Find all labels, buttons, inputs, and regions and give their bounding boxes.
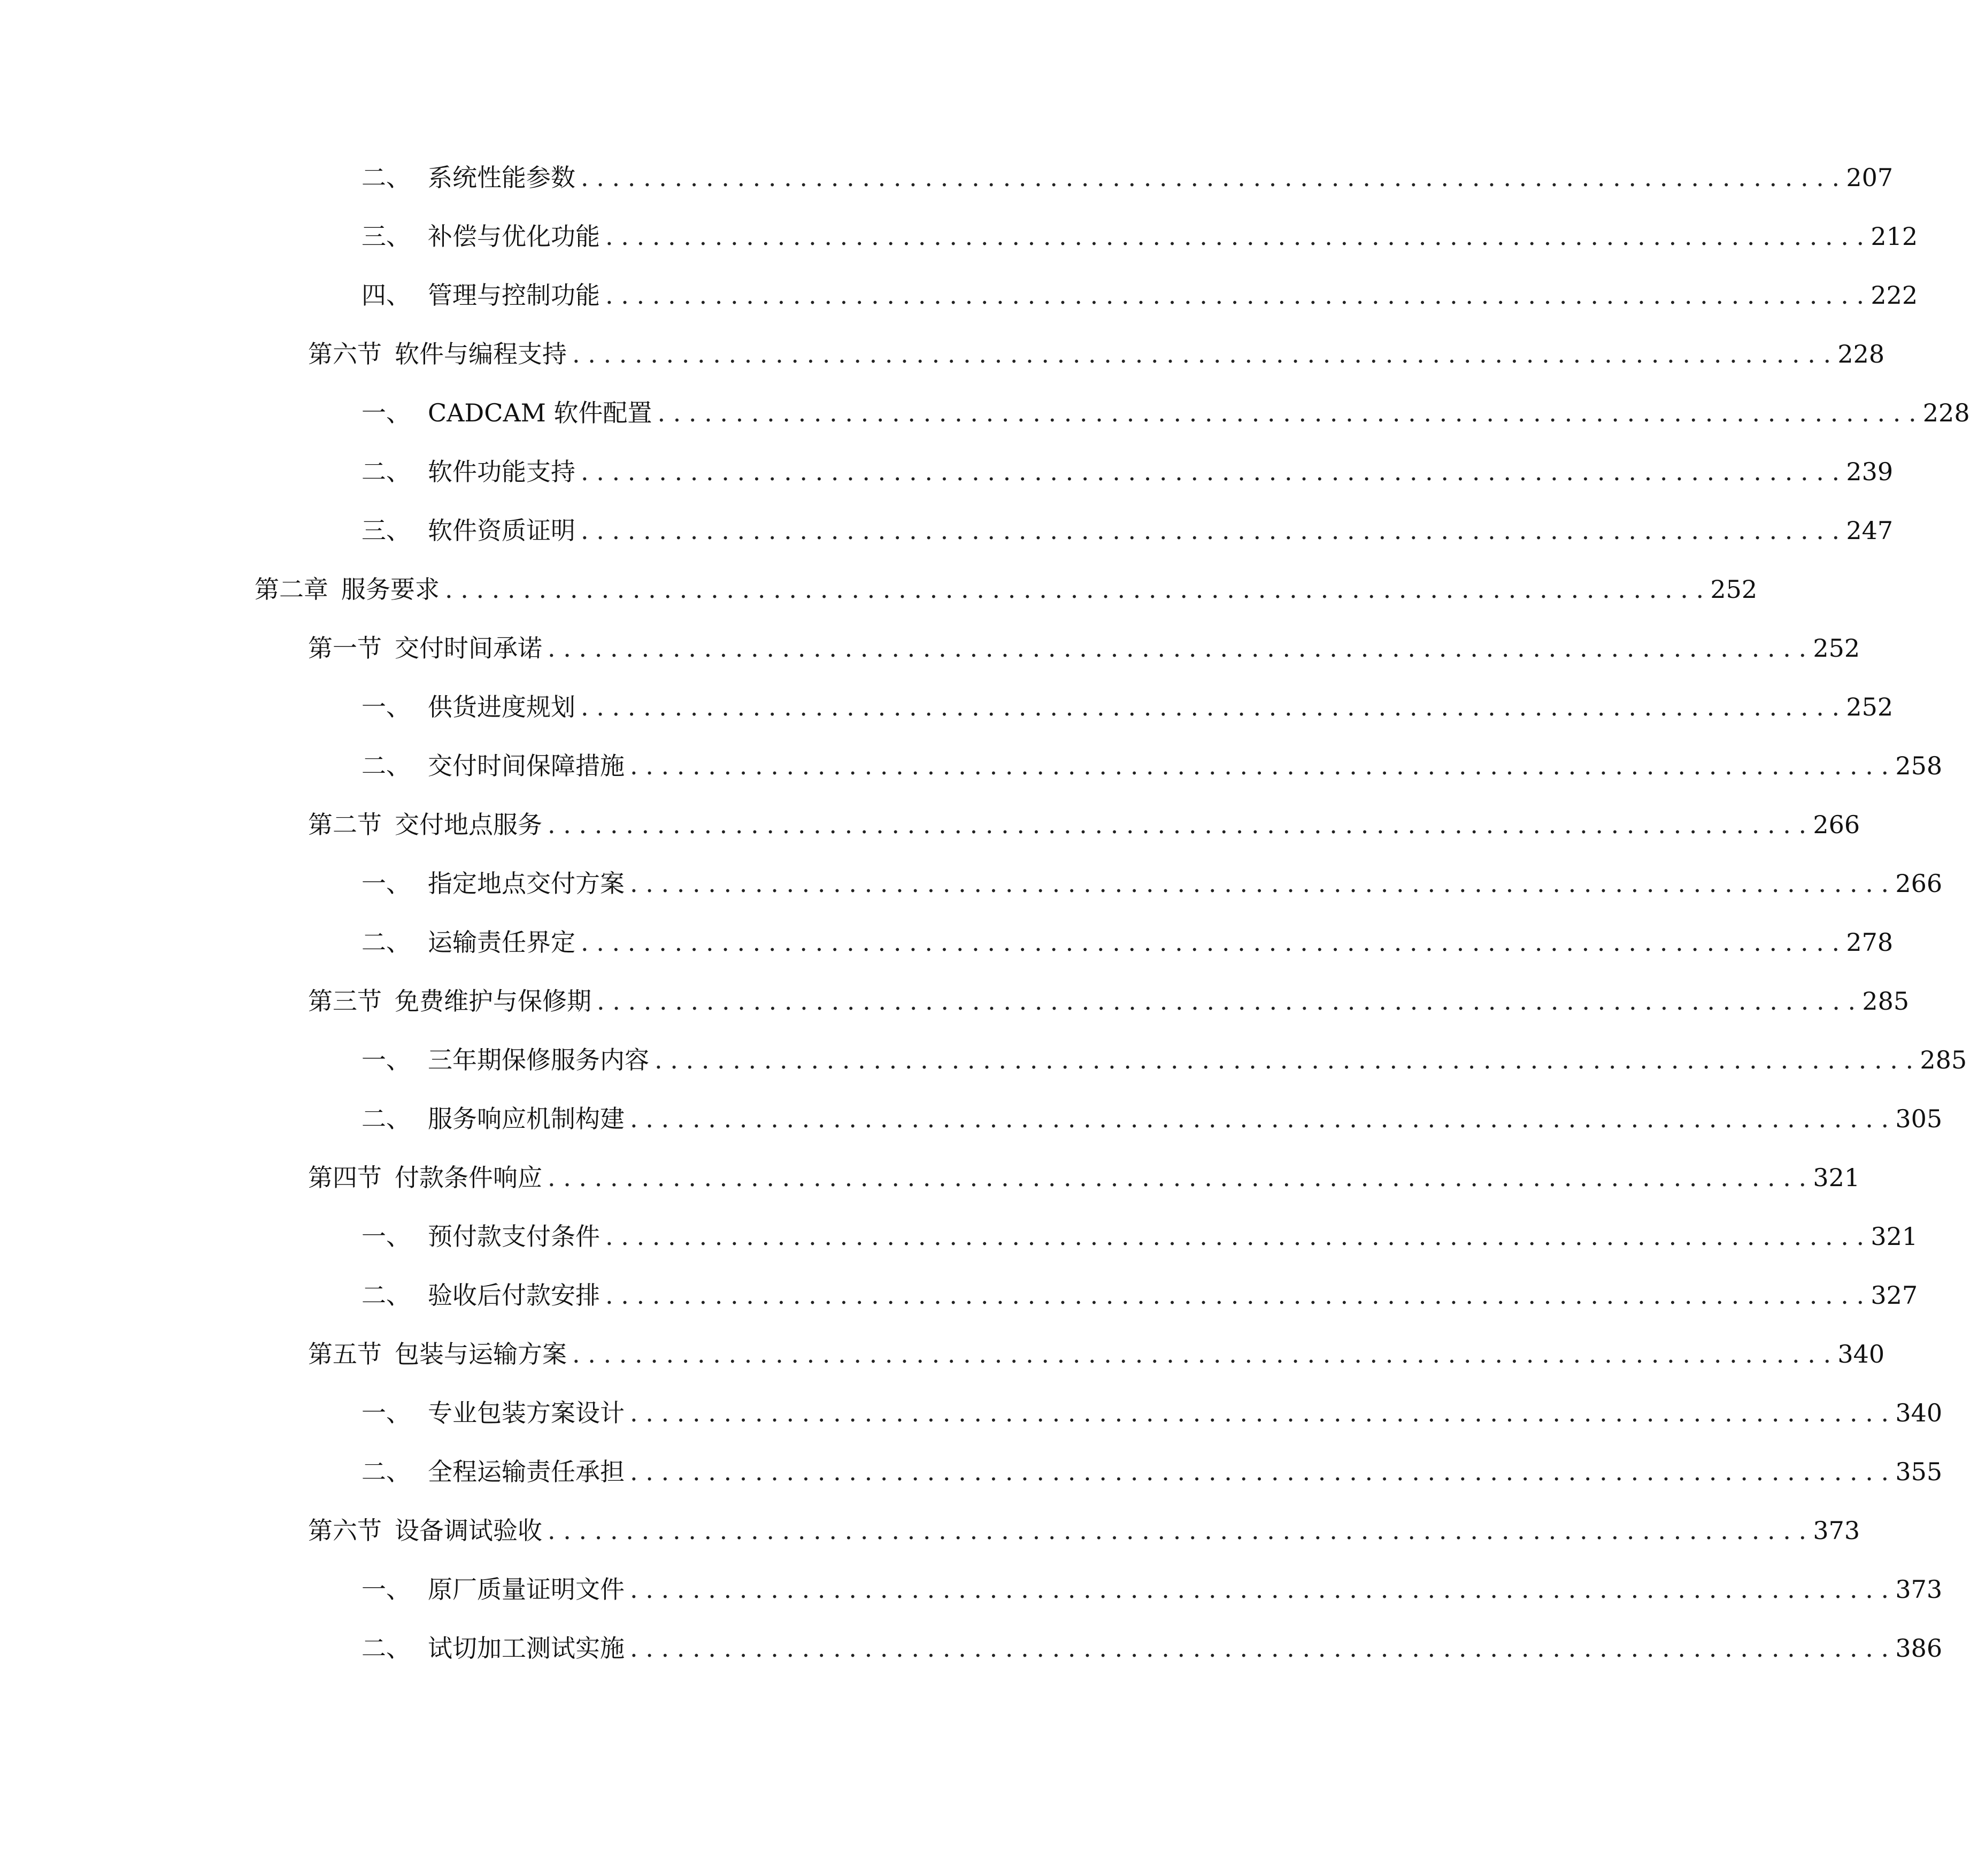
toc-entry[interactable]	[0, 391, 1970, 434]
toc-dot-leader	[581, 509, 1840, 552]
toc-entry-page: 321	[1871, 1222, 1918, 1251]
toc-dot-leader	[548, 1509, 1806, 1552]
toc-entry-number: 一、	[361, 869, 411, 898]
toc-dot-leader	[630, 1627, 1889, 1670]
toc-entry-title: 交付地点服务	[395, 810, 542, 839]
toc-entry-page: 386	[1895, 1634, 1943, 1663]
toc-entry-number: 第二章	[255, 575, 328, 604]
toc-entry-number: 第五节	[308, 1340, 382, 1368]
toc-entry-number: 二、	[361, 1457, 411, 1486]
toc-entry-page: 228	[1922, 398, 1970, 427]
toc-entry[interactable]	[0, 156, 1894, 199]
toc-entry-number: 二、	[361, 1281, 411, 1310]
toc-entry-page: 252	[1846, 693, 1894, 721]
toc-entry-page: 285	[1920, 1045, 1967, 1074]
toc-entry-page: 258	[1895, 751, 1943, 780]
toc-entry-number: 第三节	[308, 987, 382, 1016]
toc-entry-page: 321	[1813, 1163, 1860, 1192]
toc-entry-number: 二、	[361, 1104, 411, 1133]
toc-entry-page: 252	[1813, 634, 1860, 663]
toc-dot-leader	[630, 862, 1889, 905]
toc-entry[interactable]	[0, 627, 1860, 670]
toc-entry[interactable]	[0, 1391, 1943, 1434]
toc-entry-page: 247	[1846, 516, 1894, 545]
toc-entry-title: 预付款支付条件	[428, 1222, 600, 1251]
toc-entry-page: 373	[1813, 1516, 1860, 1545]
toc-entry-number: 三、	[361, 222, 411, 251]
toc-dot-leader	[581, 156, 1840, 199]
toc-entry-number: 一、	[361, 1222, 411, 1251]
toc-entry[interactable]	[0, 1215, 1918, 1258]
toc-entry[interactable]	[0, 1509, 1860, 1552]
toc-entry-page: 340	[1837, 1340, 1885, 1368]
toc-entry[interactable]	[0, 862, 1943, 905]
toc-entry-page: 212	[1871, 222, 1918, 251]
toc-entry-title: 供货进度规划	[428, 693, 575, 721]
toc-entry[interactable]	[0, 333, 1885, 375]
toc-dot-leader	[548, 627, 1806, 670]
toc-entry-number: 第四节	[308, 1163, 382, 1192]
toc-entry[interactable]	[0, 921, 1894, 964]
toc-entry-page: 228	[1837, 340, 1885, 368]
toc-dot-leader	[597, 980, 1856, 1022]
toc-entry-title: 补偿与优化功能	[428, 222, 600, 251]
toc-dot-leader	[572, 1333, 1831, 1375]
toc-entry-title: 免费维护与保修期	[395, 987, 591, 1016]
toc-entry-number: 二、	[361, 751, 411, 780]
toc-entry-title: 三年期保修服务内容	[428, 1045, 649, 1074]
toc-entry[interactable]	[0, 1274, 1918, 1317]
toc-entry-number: 二、	[361, 1634, 411, 1663]
toc-entry-number: 第一节	[308, 634, 382, 663]
toc-entry[interactable]	[0, 744, 1943, 787]
toc-entry-number: 第六节	[308, 1516, 382, 1545]
toc-entry[interactable]	[0, 450, 1894, 493]
toc-dot-leader	[605, 274, 1864, 317]
toc-dot-leader	[630, 1097, 1889, 1140]
toc-entry-page: 252	[1710, 575, 1758, 604]
toc-dot-leader	[605, 215, 1864, 258]
toc-entry-title: 付款条件响应	[395, 1163, 542, 1192]
toc-dot-leader	[630, 744, 1889, 787]
toc-entry-page: 327	[1871, 1281, 1918, 1310]
toc-entry[interactable]	[0, 1156, 1860, 1199]
toc-entry[interactable]	[0, 1568, 1943, 1611]
toc-entry-title: 交付时间承诺	[395, 634, 542, 663]
toc-dot-leader	[605, 1274, 1864, 1317]
toc-entry-page: 239	[1846, 457, 1894, 486]
toc-entry-number: 第二节	[308, 810, 382, 839]
toc-entry-title: 全程运输责任承担	[428, 1457, 625, 1486]
toc-dot-leader	[581, 686, 1840, 728]
toc-entry-title: 管理与控制功能	[428, 281, 600, 310]
toc-entry[interactable]	[0, 1097, 1943, 1140]
toc-entry-title: 软件资质证明	[428, 516, 575, 545]
toc-entry-page: 266	[1813, 810, 1860, 839]
toc-entry-page: 305	[1895, 1104, 1943, 1133]
toc-entry-number: 一、	[361, 398, 411, 427]
toc-entry-title: 软件与编程支持	[395, 340, 567, 368]
toc-entry[interactable]	[0, 274, 1918, 317]
toc-entry-title: 试切加工测试实施	[428, 1634, 625, 1663]
toc-entry-number: 第六节	[308, 340, 382, 368]
toc-entry-page: 266	[1895, 869, 1943, 898]
toc-entry[interactable]	[0, 980, 1910, 1022]
toc-entry-title: 运输责任界定	[428, 928, 575, 957]
toc-dot-leader	[548, 1156, 1806, 1199]
toc-entry-number: 一、	[361, 1398, 411, 1427]
toc-entry-title: 验收后付款安排	[428, 1281, 600, 1310]
toc-entry-title: 原厂质量证明文件	[428, 1575, 625, 1604]
toc-entry[interactable]	[0, 568, 1758, 611]
toc-entry-number: 二、	[361, 163, 411, 192]
toc-entry-page: 207	[1846, 163, 1894, 192]
toc-entry[interactable]	[0, 1039, 1967, 1081]
toc-dot-leader	[630, 1568, 1889, 1611]
toc-entry[interactable]	[0, 509, 1894, 552]
toc-entry-title: CADCAM 软件配置	[428, 398, 652, 427]
toc-entry-page: 285	[1862, 987, 1910, 1016]
toc-entry[interactable]	[0, 215, 1918, 258]
toc-entry-title: 软件功能支持	[428, 457, 575, 486]
toc-dot-leader	[445, 568, 1704, 611]
toc-dot-leader	[581, 921, 1840, 964]
toc-dot-leader	[581, 450, 1840, 493]
toc-entry-title: 交付时间保障措施	[428, 751, 625, 780]
toc-entry-page: 222	[1871, 281, 1918, 310]
toc-dot-leader	[630, 1391, 1889, 1434]
toc-entry-number: 二、	[361, 457, 411, 486]
toc-dot-leader	[655, 1039, 1913, 1081]
toc-dot-leader	[548, 803, 1806, 846]
toc-entry-title: 服务要求	[341, 575, 440, 604]
toc-entry[interactable]	[0, 1450, 1943, 1493]
toc-dot-leader	[605, 1215, 1864, 1258]
toc-entry-number: 一、	[361, 693, 411, 721]
toc-entry[interactable]	[0, 803, 1860, 846]
toc-entry-page: 373	[1895, 1575, 1943, 1604]
toc-entry[interactable]	[0, 1627, 1943, 1670]
toc-entry-title: 设备调试验收	[395, 1516, 542, 1545]
toc-entry-number: 三、	[361, 516, 411, 545]
toc-dot-leader	[572, 333, 1831, 375]
toc-entry-number: 一、	[361, 1045, 411, 1074]
toc-dot-leader	[657, 391, 1916, 434]
toc-entry-title: 服务响应机制构建	[428, 1104, 625, 1133]
toc-entry-title: 系统性能参数	[428, 163, 575, 192]
toc-entry-number: 二、	[361, 928, 411, 957]
toc-entry-page: 355	[1895, 1457, 1943, 1486]
toc-entry-title: 专业包装方案设计	[428, 1398, 625, 1427]
toc-entry-page: 278	[1846, 928, 1894, 957]
toc-entry-title: 包装与运输方案	[395, 1340, 567, 1368]
toc-entry-number: 一、	[361, 1575, 411, 1604]
toc-entry[interactable]	[0, 686, 1894, 728]
toc-entry-number: 四、	[361, 281, 411, 310]
toc-entry-title: 指定地点交付方案	[428, 869, 625, 898]
toc-entry-page: 340	[1895, 1398, 1943, 1427]
toc-dot-leader	[630, 1450, 1889, 1493]
toc-entry[interactable]	[0, 1333, 1885, 1375]
